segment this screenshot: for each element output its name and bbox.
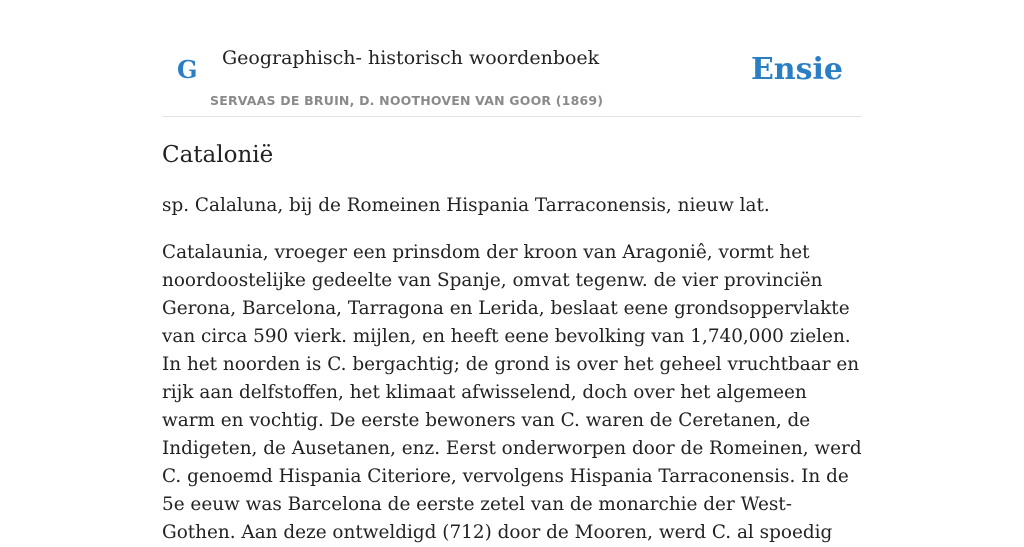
entry-paragraph: sp. Calaluna, bij de Romeinen Hispania Tarraconensis, nieuw lat. bbox=[162, 195, 770, 216]
entry-paragraph: Catalaunia, vroeger een prinsdom der kroon van Aragoniê, vormt het noordoostelijke gedeelte van Spanje, omvat tegenw. de vier provinciën Gerona, Barcelona, Tarragona en Lerida, beslaat eene grondsoppervlakte van circa 590 vierk. mijlen, en heeft eene bevolking van 1,740,000 zielen. In het noorden is C. bergachtig; de grond is over het geheel vruchtbaar en rijk aan delfstoffen, het klimaat afwisselend, doch over het algemeen warm en vochtig. De eerste bewoners van C. waren de Ceretanen, de Indigeten, de Ausetanen, enz. Eerst onderworpen door de Romeinen, werd C. genoemd Hispania Citeriore, vervolgens Hispania Tarraconensis. In de 5e eeuw was Barcelona de eerste zetel van de monarchie der West-Gothen. Aan deze ontweldigd (712) door de Mooren, werd C. al spoedig bbox=[162, 242, 862, 543]
dictionary-logo[interactable]: G bbox=[177, 55, 198, 84]
entry-content bbox=[162, 138, 862, 547]
dictionary-title[interactable]: Geographisch- historisch woordenboek bbox=[222, 47, 600, 69]
ensie-brand-logo[interactable]: Ensie bbox=[750, 52, 843, 87]
entry-title: Catalonië bbox=[162, 142, 274, 168]
dictionary-header bbox=[162, 0, 862, 117]
dictionary-authors: SERVAAS DE BRUIN, D. NOOTHOVEN VAN GOOR (1869) bbox=[210, 93, 604, 108]
